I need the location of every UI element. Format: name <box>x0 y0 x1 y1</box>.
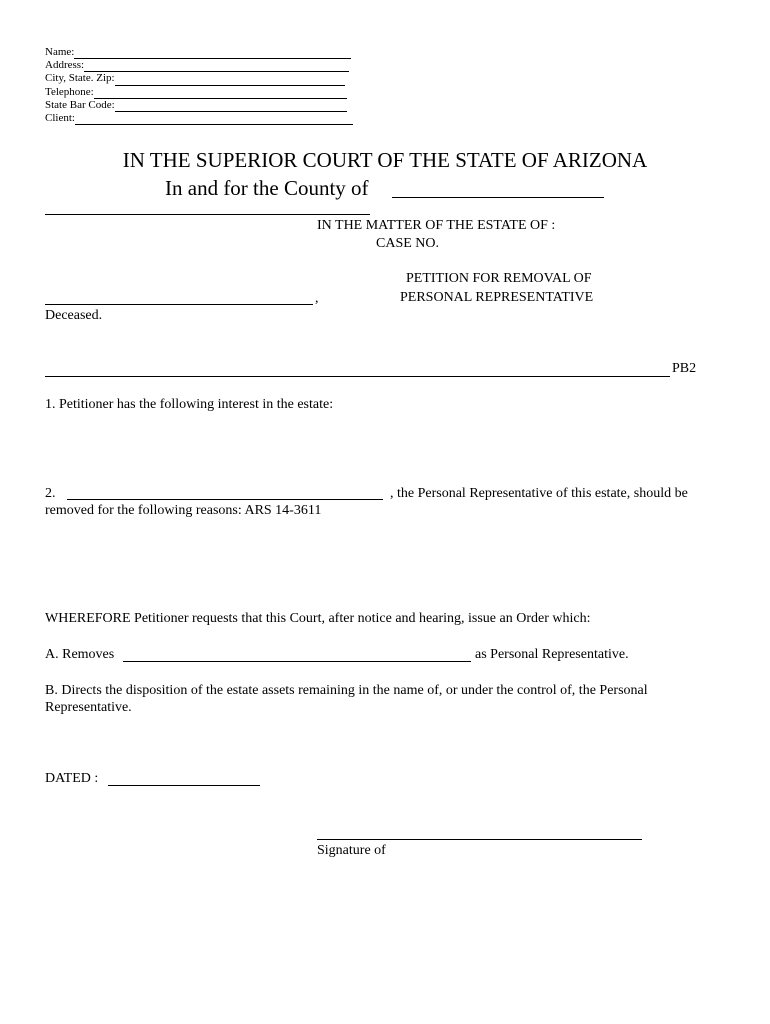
city-state-zip-label: City, State. Zip: <box>45 72 115 85</box>
dated-label: DATED : <box>45 771 99 786</box>
telephone-field[interactable] <box>45 86 353 99</box>
telephone-line[interactable] <box>94 88 347 99</box>
decedent-comma: , <box>315 291 319 306</box>
paragraph-2-number: 2. <box>45 486 56 501</box>
client-line[interactable] <box>75 114 353 125</box>
client-label: Client: <box>45 112 75 125</box>
decedent-name-line[interactable] <box>45 304 313 305</box>
case-number-label: CASE NO. <box>376 236 440 251</box>
name-field[interactable] <box>45 46 353 59</box>
name-line[interactable] <box>74 48 351 59</box>
item-a-text: as Personal Representative. <box>475 647 629 662</box>
item-a-label: A. Removes <box>45 647 115 662</box>
deceased-label: Deceased. <box>45 308 103 323</box>
address-line[interactable] <box>84 61 349 72</box>
petition-title-line1: PETITION FOR REMOVAL OF <box>406 271 592 286</box>
petition-title-line2: PERSONAL REPRESENTATIVE <box>400 290 594 305</box>
city-state-zip-field[interactable] <box>45 72 353 85</box>
address-field[interactable] <box>45 59 353 72</box>
name-label: Name: <box>45 46 75 58</box>
city-state-zip-line[interactable] <box>115 75 345 86</box>
attorney-info-block <box>45 46 353 125</box>
county-blank-line[interactable] <box>392 197 604 198</box>
signature-label: Signature of <box>317 843 386 858</box>
caption-bottom-line <box>45 376 670 377</box>
telephone-label: Telephone: <box>45 85 94 98</box>
county-label: In and for the County of <box>165 176 369 200</box>
personal-representative-name-line[interactable] <box>67 499 383 500</box>
item-b-line1: B. Directs the disposition of the estate assets remaining in the name of, or under the control of, the Personal <box>45 683 648 698</box>
signature-line[interactable] <box>317 839 642 840</box>
caption-top-line <box>45 214 370 215</box>
state-bar-code-line[interactable] <box>115 101 347 112</box>
removed-representative-line[interactable] <box>123 661 471 662</box>
removal-reasons-text: removed for the following reasons: ARS 14-3611 <box>45 503 322 518</box>
paragraph-2-text: , the Personal Representative of this estate, should be <box>390 486 688 501</box>
date-line[interactable] <box>108 785 260 786</box>
wherefore-paragraph: WHEREFORE Petitioner requests that this Court, after notice and hearing, issue an Order which: <box>45 611 591 626</box>
form-code: PB2 <box>672 361 697 376</box>
state-bar-code-label: State Bar Code: <box>45 98 115 111</box>
court-title: IN THE SUPERIOR COURT OF THE STATE OF ARIZONA <box>122 148 648 172</box>
estate-matter-label: IN THE MATTER OF THE ESTATE OF : <box>317 218 556 233</box>
client-field[interactable] <box>45 112 353 125</box>
address-label: Address: <box>45 59 85 72</box>
item-b-line2: Representative. <box>45 700 132 715</box>
interest-paragraph: 1. Petitioner has the following interest in the estate: <box>45 397 334 412</box>
state-bar-code-field[interactable] <box>45 99 353 112</box>
